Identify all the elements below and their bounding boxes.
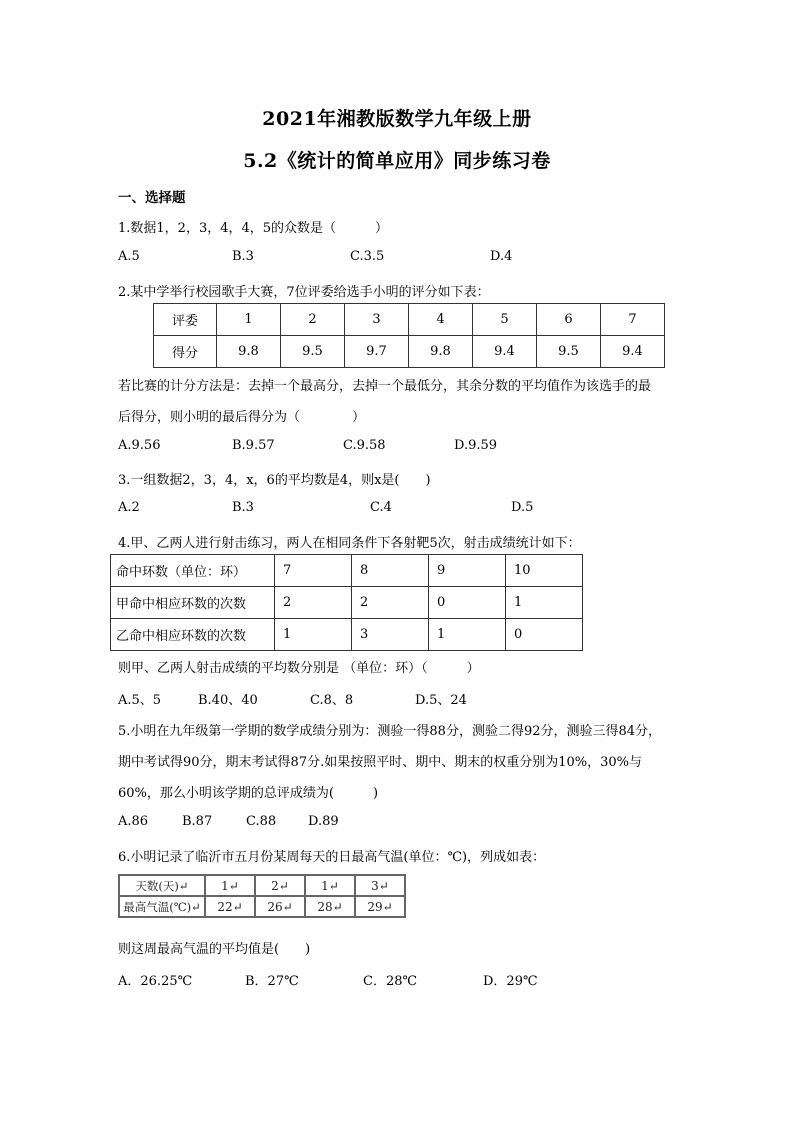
table-cell: 9.8	[217, 336, 281, 368]
question-4-question-text: 则甲、乙两人射击成绩的平均数分别是 （单位：环）（ ）	[118, 661, 480, 676]
question-5-stem-2: 期中考试得90分，期末考试得87分.如果按照平时、期中、期末的权重分别为10%，30%与	[118, 755, 643, 770]
question-3-option-b: B.3	[232, 500, 254, 515]
table-cell: 1↵	[205, 875, 255, 896]
question-6-option-c: C．28℃	[363, 974, 418, 989]
document-subtitle: 5.2《统计的简单应用》同步练习卷	[243, 150, 551, 172]
table-cell: 7	[275, 555, 352, 587]
question-5-stem: 5.小明在九年级第一学期的数学成绩分别为：测验一得88分，测验二得92分，测验三得84分，	[118, 724, 662, 739]
table-cell: 1	[506, 587, 583, 619]
table-cell: 3	[352, 619, 429, 651]
question-3-stem: 3.一组数据2，3，4，x，6的平均数是4，则x是( )	[118, 473, 431, 488]
question-1-option-c: C.3.5	[350, 249, 385, 264]
table-cell: 1	[429, 619, 506, 651]
table-cell: 1↵	[305, 875, 355, 896]
table-cell: 1	[275, 619, 352, 651]
question-5-option-a: A.86	[118, 814, 149, 829]
table-cell: 9.5	[281, 336, 345, 368]
question-4-stem: 4.甲、乙两人进行射击练习，两人在相同条件下各射靶5次，射击成绩统计如下：	[118, 536, 581, 551]
table-cell: 26↵	[255, 896, 305, 917]
table-header-cell: 乙命中相应环数的次数	[111, 619, 275, 651]
table-cell: 28↵	[305, 896, 355, 917]
table-cell: 2	[275, 587, 352, 619]
table-row	[111, 555, 583, 587]
table-cell: 22↵	[205, 896, 255, 917]
question-5-stem-3: 60%，那么小明该学期的总评成绩为( )	[118, 786, 379, 801]
question-2-stem: 2.某中学举行校园歌手大赛，7位评委给选手小明的评分如下表：	[118, 285, 490, 300]
question-2-option-a: A.9.56	[118, 438, 161, 453]
table-cell: 9.4	[601, 336, 665, 368]
question-1-option-a: A.5	[118, 249, 140, 264]
table-cell: 9	[429, 555, 506, 587]
question-4-option-b: B.40、40	[198, 693, 258, 708]
document-title: 2021年湘教版数学九年级上册	[262, 108, 532, 130]
table-cell: 9.8	[409, 336, 473, 368]
table-cell: 2	[352, 587, 429, 619]
table-cell: 2	[281, 304, 345, 336]
table-row	[119, 896, 405, 917]
table-row	[111, 587, 583, 619]
question-2-rule-text-2: 后得分，则小明的最后得分为（ ）	[118, 410, 366, 425]
table-cell: 0	[429, 587, 506, 619]
question-4-option-a: A.5、5	[118, 693, 162, 708]
question-2-option-c: C.9.58	[343, 438, 386, 453]
shooting-score-table	[110, 554, 583, 651]
question-3-option-a: A.2	[118, 500, 140, 515]
table-cell: 10	[506, 555, 583, 587]
question-5-option-c: C.88	[246, 814, 277, 829]
question-6-option-a: A．26.25℃	[118, 974, 193, 989]
table-cell: 3↵	[355, 875, 405, 896]
table-cell: 2↵	[255, 875, 305, 896]
question-3-option-c: C.4	[370, 500, 392, 515]
question-4-option-c: C.8、8	[310, 693, 354, 708]
table-cell: 5	[473, 304, 537, 336]
table-cell: 8	[352, 555, 429, 587]
question-6-stem: 6.小明记录了临沂市五月份某周每天的日最高气温(单位：℃)，列成如表：	[118, 850, 546, 865]
question-1-option-d: D.4	[490, 249, 513, 264]
table-row	[154, 336, 665, 368]
question-6-question-text: 则这周最高气温的平均值是( )	[118, 942, 311, 957]
question-3-option-d: D.5	[511, 500, 534, 515]
table-cell: 6	[537, 304, 601, 336]
table-header-cell: 天数(天)↵	[119, 875, 205, 896]
question-6-option-b: B．27℃	[245, 974, 299, 989]
question-4-option-d: D.5、24	[415, 693, 467, 708]
table-cell: 29↵	[355, 896, 405, 917]
table-header-cell: 最高气温(℃)↵	[119, 896, 205, 917]
table-row	[111, 619, 583, 651]
table-header-cell: 命中环数（单位：环）	[111, 555, 275, 587]
table-cell: 7	[601, 304, 665, 336]
question-5-option-d: D.89	[308, 814, 339, 829]
question-1-option-b: B.3	[232, 249, 254, 264]
table-cell: 9.7	[345, 336, 409, 368]
question-1-stem: 1.数据1，2，3，4，4，5的众数是（ ）	[118, 221, 389, 236]
table-cell: 4	[409, 304, 473, 336]
table-cell: 0	[506, 619, 583, 651]
table-header-cell: 甲命中相应环数的次数	[111, 587, 275, 619]
table-header-cell: 得分	[154, 336, 217, 368]
table-cell: 1	[217, 304, 281, 336]
question-6-option-d: D．29℃	[483, 974, 538, 989]
table-cell: 3	[345, 304, 409, 336]
question-5-option-b: B.87	[182, 814, 213, 829]
judges-score-table	[153, 303, 665, 368]
table-header-cell: 评委	[154, 304, 217, 336]
table-cell: 9.5	[537, 336, 601, 368]
question-2-rule-text: 若比赛的计分方法是：去掉一个最高分，去掉一个最低分，其余分数的平均值作为该选手的最	[118, 379, 652, 394]
table-row	[154, 304, 665, 336]
table-cell: 9.4	[473, 336, 537, 368]
table-row	[119, 875, 405, 896]
temperature-table	[118, 874, 406, 918]
question-2-option-d: D.9.59	[454, 438, 498, 453]
section-heading: 一、选择题	[118, 190, 186, 206]
question-2-option-b: B.9.57	[232, 438, 275, 453]
